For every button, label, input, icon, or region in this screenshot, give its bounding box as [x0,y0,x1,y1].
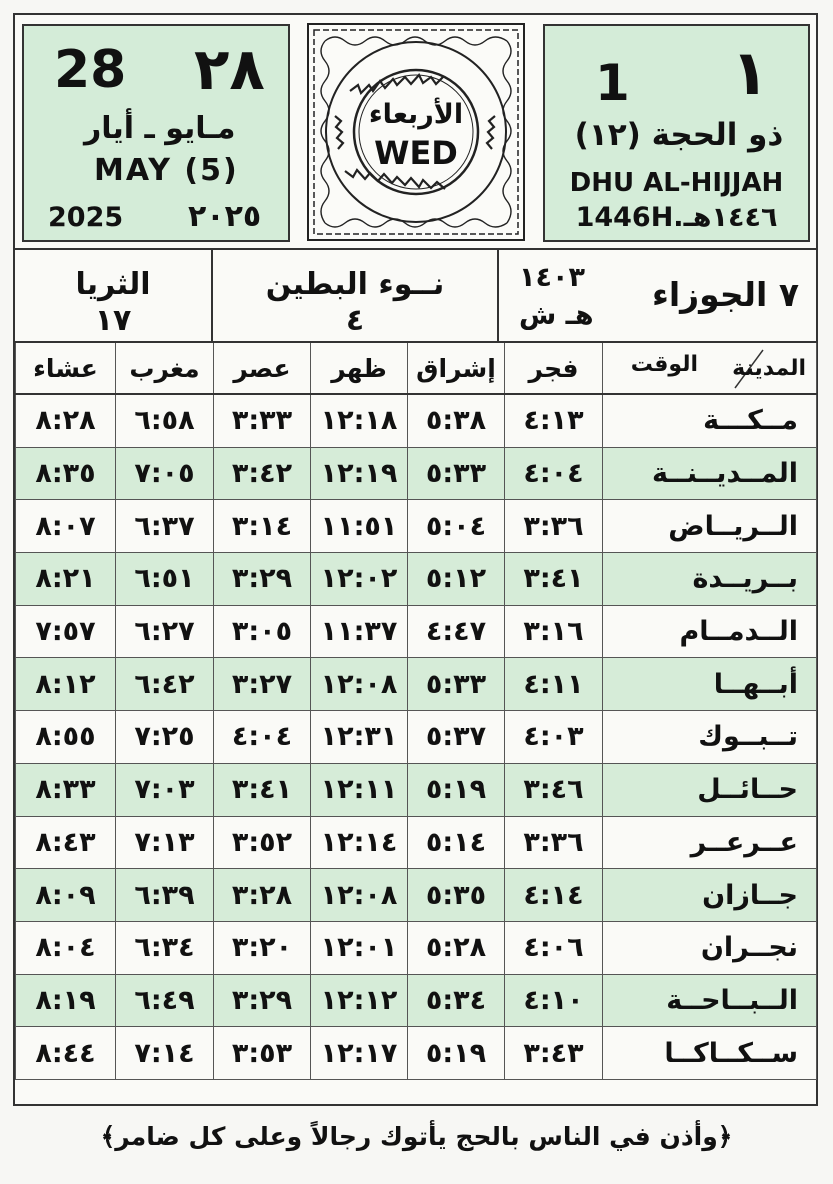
isha-time: ٨:٠٩ [16,869,116,922]
dhuhr-time: ١١:٣٧ [311,605,408,658]
gregorian-month-english: MAY (5) [94,153,239,188]
dhuhr-time: ١٢:١٨ [311,394,408,447]
sunrise-time: ٥:٠٤ [408,500,505,553]
maghrib-time: ٧:٠٥ [116,447,214,500]
asr-time: ٣:٤١ [214,763,311,816]
dhuhr-time: ١٢:١٩ [311,447,408,500]
fajr-time: ٣:١٦ [505,605,603,658]
asr-time: ٣:٠٥ [214,605,311,658]
thurayya-number: ١٧ [94,303,132,338]
dhuhr-time: ١٢:٠٢ [311,553,408,606]
city-name: ســكــاكــا [603,1027,817,1080]
maghrib-time: ٦:٢٧ [116,605,214,658]
sunrise-time: ٥:٣٨ [408,394,505,447]
fajr-time: ٣:٣٦ [505,500,603,553]
gregorian-date-box [22,24,290,242]
table-row [16,869,817,922]
header-isha: عشاء [16,342,116,394]
thurayya-name: الثريا [75,267,151,302]
table-row [16,500,817,553]
asr-time: ٣:٥٣ [214,1027,311,1080]
sunrise-time: ٥:٢٨ [408,921,505,974]
hijri-month-english: DHU AL-HIJJAH [569,168,784,198]
header-asr: عصر [214,342,311,394]
zodiac-cell [499,250,816,343]
table-row [16,711,817,764]
fajr-time: ٤:١٤ [505,869,603,922]
hijri-day-arabic: ١ [731,36,769,109]
isha-time: ٧:٥٧ [16,605,116,658]
fajr-time: ٣:٤٣ [505,1027,603,1080]
sunrise-time: ٤:٤٧ [408,605,505,658]
gregorian-year-latin: 2025 [48,202,124,233]
header-fajr: فجر [505,342,603,394]
dhuhr-time: ١١:٥١ [311,500,408,553]
city-name: تــبــوك [603,711,817,764]
gregorian-month-arabic: مـايو ـ أيار [84,111,236,146]
table-row [16,394,817,447]
asr-time: ٣:٣٣ [214,394,311,447]
hijri-date-box [543,24,810,242]
hijri-day-latin: 1 [595,54,630,112]
thurayya-cell [15,250,211,343]
table-row [16,447,817,500]
calendar-page [13,13,818,1106]
isha-time: ٨:٠٧ [16,500,116,553]
sunrise-time: ٥:٣٥ [408,869,505,922]
quran-verse-footer: ﴿وأذن في الناس بالحج يأتوك رجالاً وعلى كل ضامر﴾ [100,1122,733,1151]
zodiac-sign: ٧ الجوزاء [652,275,799,314]
umm-al-qura-seal [305,21,527,243]
dhuhr-time: ١٢:١١ [311,763,408,816]
sunrise-time: ٥:١٤ [408,816,505,869]
header-time: الوقت [630,352,698,377]
header-maghrib: مغرب [116,342,214,394]
isha-time: ٨:٣٥ [16,447,116,500]
asr-time: ٣:٢٩ [214,974,311,1027]
sunrise-time: ٥:١٢ [408,553,505,606]
dhuhr-time: ١٢:٣١ [311,711,408,764]
city-name: مــكـــة [603,394,817,447]
hijri-month-arabic: ذو الحجة (١٢) [574,117,784,153]
fajr-time: ٤:٠٣ [505,711,603,764]
asr-time: ٣:٢٨ [214,869,311,922]
sunrise-time: ٥:٣٧ [408,711,505,764]
asr-time: ٣:٢٧ [214,658,311,711]
anwa-number: ٤ [345,303,365,338]
fajr-time: ٤:٠٤ [505,447,603,500]
city-name: الــريــاض [603,500,817,553]
city-name: نجــران [603,921,817,974]
isha-time: ٨:٢١ [16,553,116,606]
date-header [15,15,816,248]
asr-time: ٣:٢٠ [214,921,311,974]
fajr-time: ٤:١٣ [505,394,603,447]
solar-suffix: هـ ش [519,300,594,331]
asr-time: ٤:٠٤ [214,711,311,764]
city-name: أبــهــا [603,658,817,711]
city-name: المــديــنــة [603,447,817,500]
dhuhr-time: ١٢:١٤ [311,816,408,869]
table-row [16,658,817,711]
dhuhr-time: ١٢:١٧ [311,1027,408,1080]
city-name: بــريــدة [603,553,817,606]
maghrib-time: ٦:٤٢ [116,658,214,711]
isha-time: ٨:٤٤ [16,1027,116,1080]
maghrib-time: ٦:٣٤ [116,921,214,974]
fajr-time: ٤:١١ [505,658,603,711]
table-row [16,1027,817,1080]
prayer-times-table [15,341,817,1080]
sunrise-time: ٥:٣٣ [408,658,505,711]
dhuhr-time: ١٢:١٢ [311,974,408,1027]
seal-day-english: WED [374,134,458,172]
isha-time: ٨:٠٤ [16,921,116,974]
table-row [16,553,817,606]
city-name: عــرعــر [603,816,817,869]
city-name: جــازان [603,869,817,922]
asr-time: ٣:٤٢ [214,447,311,500]
table-row [16,763,817,816]
gregorian-day-arabic: ٢٨ [194,35,265,103]
table-row [16,816,817,869]
table-row [16,921,817,974]
gregorian-day-latin: 28 [54,40,127,100]
fajr-time: ٣:٣٦ [505,816,603,869]
isha-time: ٨:٣٣ [16,763,116,816]
gregorian-year-arabic: ٢٠٢٥ [188,199,262,234]
isha-time: ٨:٤٣ [16,816,116,869]
table-row [16,974,817,1027]
header-city-time [603,342,817,394]
maghrib-time: ٧:٠٣ [116,763,214,816]
table-header-row [16,342,817,394]
asr-time: ٣:١٤ [214,500,311,553]
sunrise-time: ٥:٣٣ [408,447,505,500]
header-sunrise: إشراق [408,342,505,394]
maghrib-time: ٦:٣٩ [116,869,214,922]
isha-time: ٨:١٩ [16,974,116,1027]
sunrise-time: ٥:١٩ [408,763,505,816]
maghrib-time: ٦:٣٧ [116,500,214,553]
maghrib-time: ٧:٢٥ [116,711,214,764]
fajr-time: ٤:٠٦ [505,921,603,974]
seal-emblem-icon [305,21,527,243]
header-city: المدينة [732,356,806,381]
seal-day-arabic: الأربعاء [368,99,464,130]
sunrise-time: ٥:١٩ [408,1027,505,1080]
fajr-time: ٣:٤١ [505,553,603,606]
asr-time: ٣:٥٢ [214,816,311,869]
maghrib-time: ٦:٥١ [116,553,214,606]
fajr-time: ٤:١٠ [505,974,603,1027]
isha-time: ٨:٢٨ [16,394,116,447]
season-info-row [15,248,816,343]
isha-time: ٨:١٢ [16,658,116,711]
maghrib-time: ٦:٤٩ [116,974,214,1027]
city-name: الــبــاحــة [603,974,817,1027]
isha-time: ٨:٥٥ [16,711,116,764]
maghrib-time: ٦:٥٨ [116,394,214,447]
fajr-time: ٣:٤٦ [505,763,603,816]
solar-year: ١٤٠٣ [519,262,585,293]
table-row [16,605,817,658]
asr-time: ٣:٢٩ [214,553,311,606]
maghrib-time: ٧:١٤ [116,1027,214,1080]
maghrib-time: ٧:١٣ [116,816,214,869]
dhuhr-time: ١٢:٠٨ [311,658,408,711]
dhuhr-time: ١٢:٠١ [311,921,408,974]
sunrise-time: ٥:٣٤ [408,974,505,1027]
city-name: حــائــل [603,763,817,816]
header-dhuhr: ظهر [311,342,408,394]
anwa-name: نــوء البطين [265,267,445,302]
anwa-cell [213,250,497,343]
dhuhr-time: ١٢:٠٨ [311,869,408,922]
city-name: الــدمــام [603,605,817,658]
hijri-year: 1446H.١٤٤٦هـ [575,202,778,233]
